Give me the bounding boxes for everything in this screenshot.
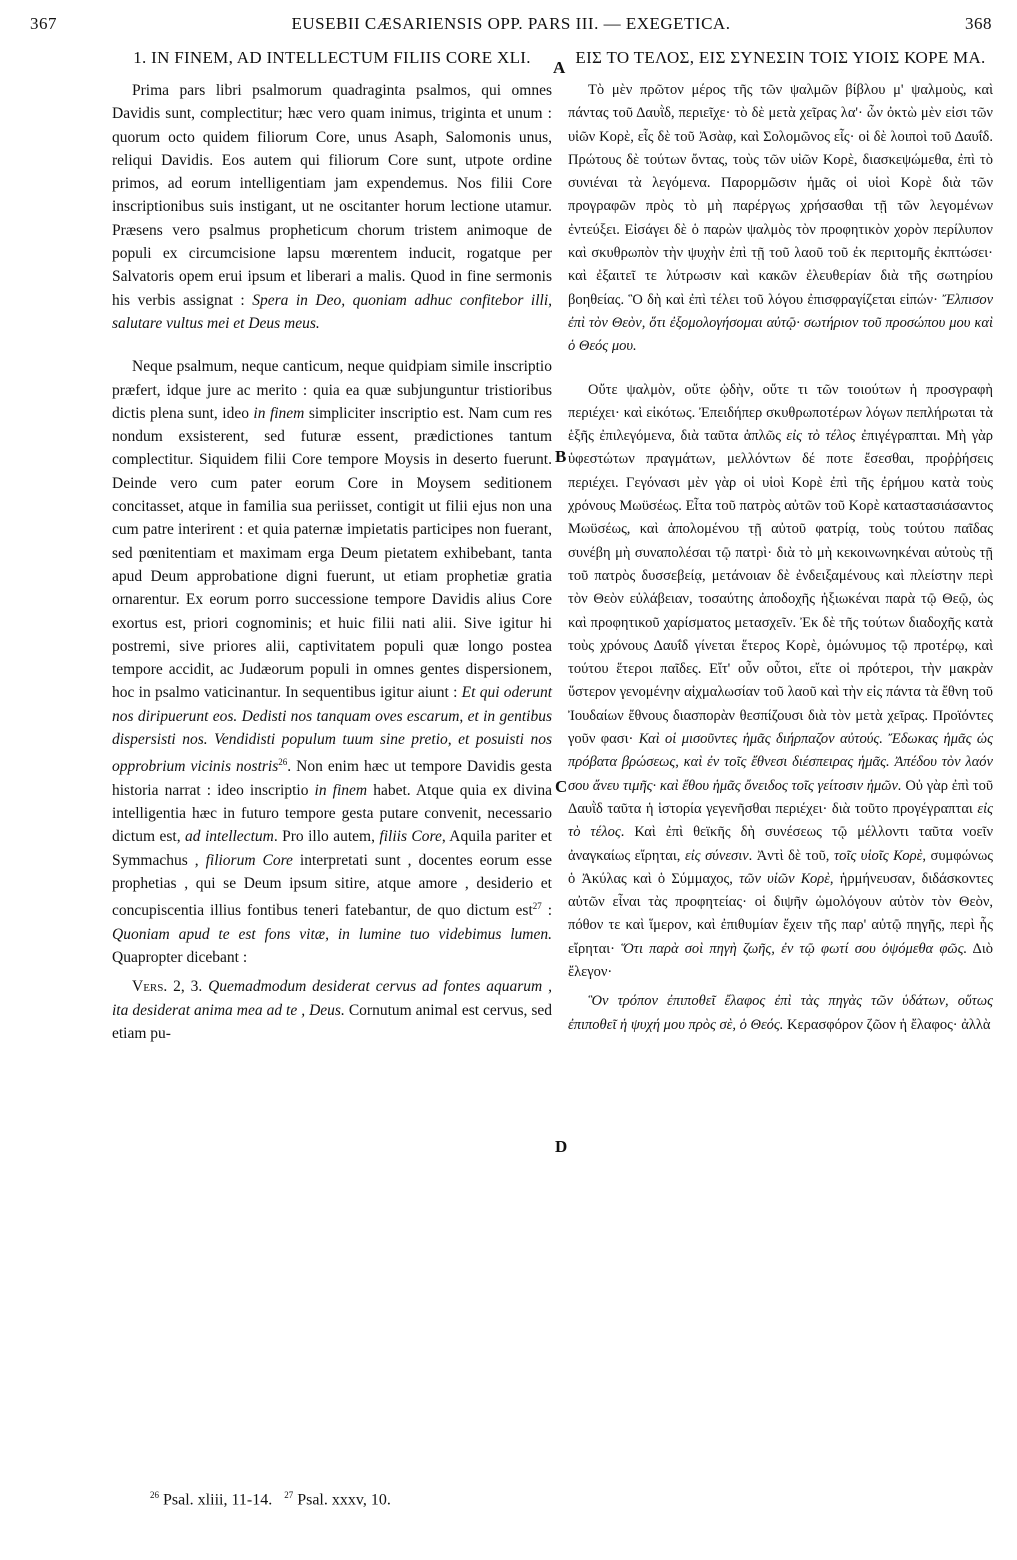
latin-p2-text-m: interpretati sunt , docentes eorum esse prophetias , qui se Deum ipsum sitire, atque amore , desiderio et concupiscentia illius fontibus teneri fatebantur, de quo dictum est xyxy=(112,851,553,920)
greek-p2-text-k: , συμφώνως ὁ Ἀκύλας καὶ ὁ Σύμμαχος, xyxy=(568,847,994,887)
greek-paragraph-2 xyxy=(568,379,993,985)
running-header xyxy=(30,14,992,40)
greek-p1-quote: Ἔλπισον ἐπὶ τὸν Θεὸν, ὅτι ἐξομολογήσομαι αὐτῷ· σωτήριον τοῦ προσώπου μου καὶ ὁ Θεός μου. xyxy=(568,291,994,355)
latin-p2-italic-j: filiis Core xyxy=(379,828,442,846)
latin-p2-text-p: Quapropter dicebant : xyxy=(112,949,248,966)
latin-p2-italic-f: in finem xyxy=(314,781,368,799)
latin-paragraph-2 xyxy=(112,355,552,969)
greek-verse-paragraph xyxy=(568,990,993,1037)
greek-verse-text: Κερασφόρον ζῶον ἡ ἔλαφος· ἀλλὰ xyxy=(787,1016,991,1033)
latin-p2-text-e: . Non enim hæc ut tempore Davidis gesta historia narrat : ideo inscriptio xyxy=(112,758,552,799)
page-number-right: 368 xyxy=(965,14,992,33)
footnote-ref-26: 26 xyxy=(278,757,288,768)
latin-p2-quote-o: Quoniam apud te est fons vitæ, in lumine tuo videbimus lumen. xyxy=(112,925,552,943)
latin-p2-quote-d: Et qui oderunt nos diripuerunt eos. Dedisti nos tanquam oves escarum, et in gentibus dispersisti nos. Vendidisti populum tuum sine pretio, et posuisti nos opprobrium vicinis nostris xyxy=(112,684,553,776)
greek-column xyxy=(568,48,993,1057)
margin-marker-a: A xyxy=(553,58,566,77)
greek-p2-text-e: Οὐ γὰρ ἐπὶ τοῦ Δαυῒδ ταῦτα ἡ ἱστορία γεγενῆσθαι περιέχει· διὰ τοῦτο προγέγραπται xyxy=(568,777,994,817)
latin-p2-italic-h: ad intellectum xyxy=(185,828,274,846)
greek-p2-text-g: . Καὶ ἐπὶ θεϊκῆς δὴ συνέσεως τῷ μέλλοντι ταῦτα νοεῖν ἀναγκαίως εἴρηται, xyxy=(568,824,993,864)
latin-verse-text: Cornutum animal est cervus, sed etiam pu- xyxy=(112,1001,553,1042)
latin-p2-text-g: habet. Atque quia ex divina intelligentia hæc in futuro tempore gesta putare convenit, necessario dictum est, xyxy=(112,781,553,846)
margin-marker-b: B xyxy=(555,447,567,466)
margin-marker-c: C xyxy=(555,777,568,796)
greek-p2-italic-b: εἰς τὸ τέλος xyxy=(786,428,856,445)
footnote-mark-27: 27 xyxy=(284,1490,294,1500)
footnote-ref-27: 27 xyxy=(532,901,542,912)
greek-p2-text-o: Διὸ ἔλεγον· xyxy=(568,940,993,980)
latin-p1-text: Prima pars libri psalmorum quadraginta psalmos, qui omnes Davidis sunt, complectitur; hæc vero quam inimus, triginta et unum : quorum octo quidem filiorum Core, unus Asaph, Salomonis unus, reliqui Davidis. Eos autem qui filiorum Core sunt, utpote ordine primos, ad eorum intelligentiam jam expendemus. Nos filii Core inscriptionibus suis instigant, ut ne oscitanter horum lectione utamur. Præsens vero psalmus propheticum chorum tristem animoque de populi ex circumcisione lapsu mœrentem inducit, rogatque per Salvatoris opem erui ipsum et liberari a malis. Quod in fine sermonis his verbis assignat : xyxy=(112,82,552,309)
greek-p1-text: Τὸ μὲν πρῶτον μέρος τῆς τῶν ψαλμῶν βίβλου μ' ψαλμοὺς, καὶ πάντας τοῦ Δαυῒδ, περιεῖχε· τὸ δὲ μετὰ χεῖρας λα'· ὧν ὀκτὼ μὲν εἰσι τῶν υἱῶν Κορὲ, εἷς δὲ τοῦ Ἀσὰφ, καὶ Σολομῶνος εἷς· οἱ δὲ λοιποὶ τοῦ Δαυΐδ. Πρώτους δὲ τούτων ὄντας, τοὺς τῶν υἱῶν Κορὲ, διασκεψώμεθα, ἐπὶ τὸ συνιέναι τὰ λεγόμενα. Παρορμῶσιν ἡμᾶς οἱ υἱοὶ Κορὲ διὰ τῶν προγραφῶν πρὸς τὸ μὴ παρέργως χρήσασθαι τῇ τῶν λεγομένων ἐντεύξει. Εἰσάγει δὲ ὁ παρὼν ψαλμὸς τὸν προφητικὸν χορὸν περίλυπον καὶ σκυθρωπὸν τὴν ψυχὴν ἐπὶ τῇ τοῦ λαοῦ τοῦ ἐκ περιτομῆς ἐκπτώσει· καὶ ἐξαιτεῖ τε λύτρωσιν καὶ κακῶν ἐλευθερίαν διὰ τῆς σωτηρίου βοηθείας. Ὃ δὴ καὶ ἐπὶ τέλει τοῦ λόγου ἐπισφραγίζεται εἰπών· xyxy=(568,82,993,308)
latin-p2-text-i: . Pro illo autem, xyxy=(273,828,375,846)
latin-title: 1. IN FINEM, AD INTELLECTUM FILIIS CORE XLI. xyxy=(133,48,531,67)
latin-verse-label: Vers. 2, 3. xyxy=(132,978,203,996)
greek-p2-text-a: Οὔτε ψαλμὸν, οὔτε ᾠδὴν, οὔτε τι τῶν τοιούτων ἡ προσγραφὴ περιέχει· καὶ εἰκότως. Ἐπειδήπερ σκυθρωποτέρων λόγων πεπλήρωται τὰ ἑξῆς ἐπιλεγόμενα, διὰ ταῦτα ἁπλῶς xyxy=(568,381,993,445)
greek-p2-italic-f: εἰς τὸ τέλος xyxy=(568,800,993,841)
latin-paragraph-1 xyxy=(112,79,552,335)
margin-marker-d: D xyxy=(555,1137,568,1156)
latin-p2-text-n: : xyxy=(547,902,552,920)
greek-p2-text-i: . Ἀντὶ δὲ τοῦ, xyxy=(748,847,830,864)
latin-verse-quote: Quemadmodum desiderat cervus ad fontes aquarum , ita desiderat anima mea ad te , Deus. xyxy=(112,978,552,1019)
greek-paragraph-1 xyxy=(568,79,993,359)
latin-p2-text-a: Neque psalmum, neque canticum, neque quidpiam simile inscriptio præfert, idque jure ac merito : quia ea quæ subjunguntur tristioribus dictis plena sunt, ideo xyxy=(112,358,552,422)
latin-p2-italic-b: in finem xyxy=(253,404,305,422)
greek-p2-italic-h: εἰς σύνεσιν xyxy=(684,847,749,864)
greek-verse-quote: Ὃν τρόπον ἐπιποθεῖ ἔλαφος ἐπὶ τὰς πηγὰς τῶν ὑδάτων, οὕτως ἐπιποθεῖ ἡ ψυχή μου πρὸς σὲ, ὁ Θεός. xyxy=(568,993,993,1033)
latin-p1-quote: Spera in Deo, quoniam adhuc confitebor illi, salutare vultus mei et Deus meus. xyxy=(112,291,552,332)
greek-title: ΕΙΣ ΤΟ ΤΕΛΟΣ, ΕΙΣ ΣΥΝΕΣΙΝ ΤΟΙΣ ΥΙΟΙΣ ΚΟΡΕ ΜΑ. xyxy=(575,48,986,67)
greek-p2-text-c: ἐπιγέγραπται. Μὴ γὰρ ὑφεστώτων πραγμάτων, μελλόντων δέ ποτε ἔσεσθαι, προῤῥήσεις περιέχει. Γεγόνασι μὲν γὰρ οἱ υἱοὶ Κορὲ ἐπὶ τῆς ἐρήμου κατὰ τοὺς χρόνους Μωϋσέως. Εἶτα τοῦ πατρὸς αὐτῶν τοῦ Κορὲ καταστασιάσαντος Μωϋσέως, καὶ ἀπολομένου τῇ αὐτοῦ φατρίᾳ, τοὺς τούτου παῖδας συνέβη μὴ συναπολέσαι τῷ πατρὶ· διὰ τὸ μὴ κεκοινωνηκέναι αὐτοὺς τῇ τοῦ πατρὸς δυσσεβείᾳ, μετάνοιαν δὲ ἐνδειξαμένους καὶ πλείστην περὶ τὸν Θεὸν εὐλάβειαν, τοσαύτης ἀποδοχῆς ἠξιωκέναι παρὰ τῷ Θεῷ, ὡς καὶ προφητικοῦ χαρίσματος μετασχεῖν. Ἐκ δὲ τῆς τούτων διαδοχῆς κατὰ τοὺς χρόνους Δαυΐδ γίνεται ἕτερος Κορὲ, ὁμώνυμος τῷ προτέρῳ, καὶ τούτου ἕτεροι παῖδες. Εἴτ' οὖν οὗτοι, εἴτε οἱ πρότεροι, τὴν μακρὰν ὕστερον γενομένην αἰχμαλωσίαν τοῦ λαοῦ καὶ τὴν εἰς πάντα τὰ ἔθνη τοῦ Ἰουδαίων ἔθνους διασπορὰν θεσπίζουσι διὰ τὸν μετὰ χεῖρας. Προϊόντες γοῦν φασι· xyxy=(568,428,993,748)
greek-p2-italic-l: τῶν υἱῶν Κορὲ xyxy=(739,870,830,887)
footnote-mark-26: 26 xyxy=(150,1490,159,1500)
latin-verse-paragraph xyxy=(112,975,552,1045)
greek-p2-italic-j: τοῖς υἱοῖς Κορὲ xyxy=(833,847,923,864)
latin-column xyxy=(112,48,552,1065)
greek-p2-quote-n: Ὅτι παρὰ σοὶ πηγὴ ζωῆς, ἐν τῷ φωτί σου ὀψόμεθα φῶς. xyxy=(621,940,968,957)
greek-p2-text-m: , ἡρμήνευσαν, διδάσκοντες αὐτῶν εἶναι τὰς προφητείας· οἱ διψῆν ὡμολόγουν αὐτὸν τὸν Θεὸν, πόθον τε καὶ ἵμερον, καὶ ἐπιθυμίαν ἔχειν τῆς παρ' αὐτῷ πηγῆς, περὶ ἧς εἴρηται· xyxy=(568,870,993,957)
running-title: EUSEBII CÆSARIENSIS OPP. PARS III. — EXEGETICA. xyxy=(291,14,731,33)
footnote-26: Psal. xliii, 11-14. xyxy=(163,1491,273,1509)
latin-p2-text-k: , Aquila pariter et Symmachus , xyxy=(112,828,552,869)
footnote-27: Psal. xxxv, 10. xyxy=(297,1491,391,1509)
page-number-left: 367 xyxy=(30,14,57,33)
footnotes xyxy=(150,1490,391,1509)
greek-p2-quote-d: Καὶ οἱ μισοῦντες ἡμᾶς διήρπαζον αὐτούς. Ἔδωκας ἡμᾶς ὡς πρόβατα βρώσεως, καὶ ἐν τοῖς ἔθνεσι διέσπειρας ἡμᾶς. Ἀπέδου τὸν λαόν σου ἄνευ τιμῆς· καὶ ἔθου ἡμᾶς ὄνειδος τοῖς γείτοσιν ἡμῶν. xyxy=(568,731,993,794)
latin-p2-italic-l: filiorum Core xyxy=(205,851,293,869)
latin-p2-text-c: simpliciter inscriptio est. Nam cum res nondum exsisterent, sed futuræ essent, prædictiones tantum complectitur. Siquidem filii Core tempore Moysis in deserto fuerunt. Deinde vero cum pater eorum Core in Moysem seditionem concitasset, atque in familia sua periisset, contigit ut filii ejus non una cum patre interirent : et quia paternæ impietatis participes non fuerant, sed pœnitentiam et maximam erga Deum pietatem exhibebant, tanta apud Deum approbatione digni fuerunt, ut etiam prophetiæ gratia ornarentur. Ex eorum porro successione tempore Davidis alius Core exortus est, priori cognominis; et huic filii nati alii. Sive igitur hi postremi, sive priores alii, captivitatem populi quæ longo postea tempore accidit, ac Judæorum populi in omnes gentes dispersionem, hoc in psalmo vaticinantur. In sequentibus igitur aiunt : xyxy=(112,404,553,702)
